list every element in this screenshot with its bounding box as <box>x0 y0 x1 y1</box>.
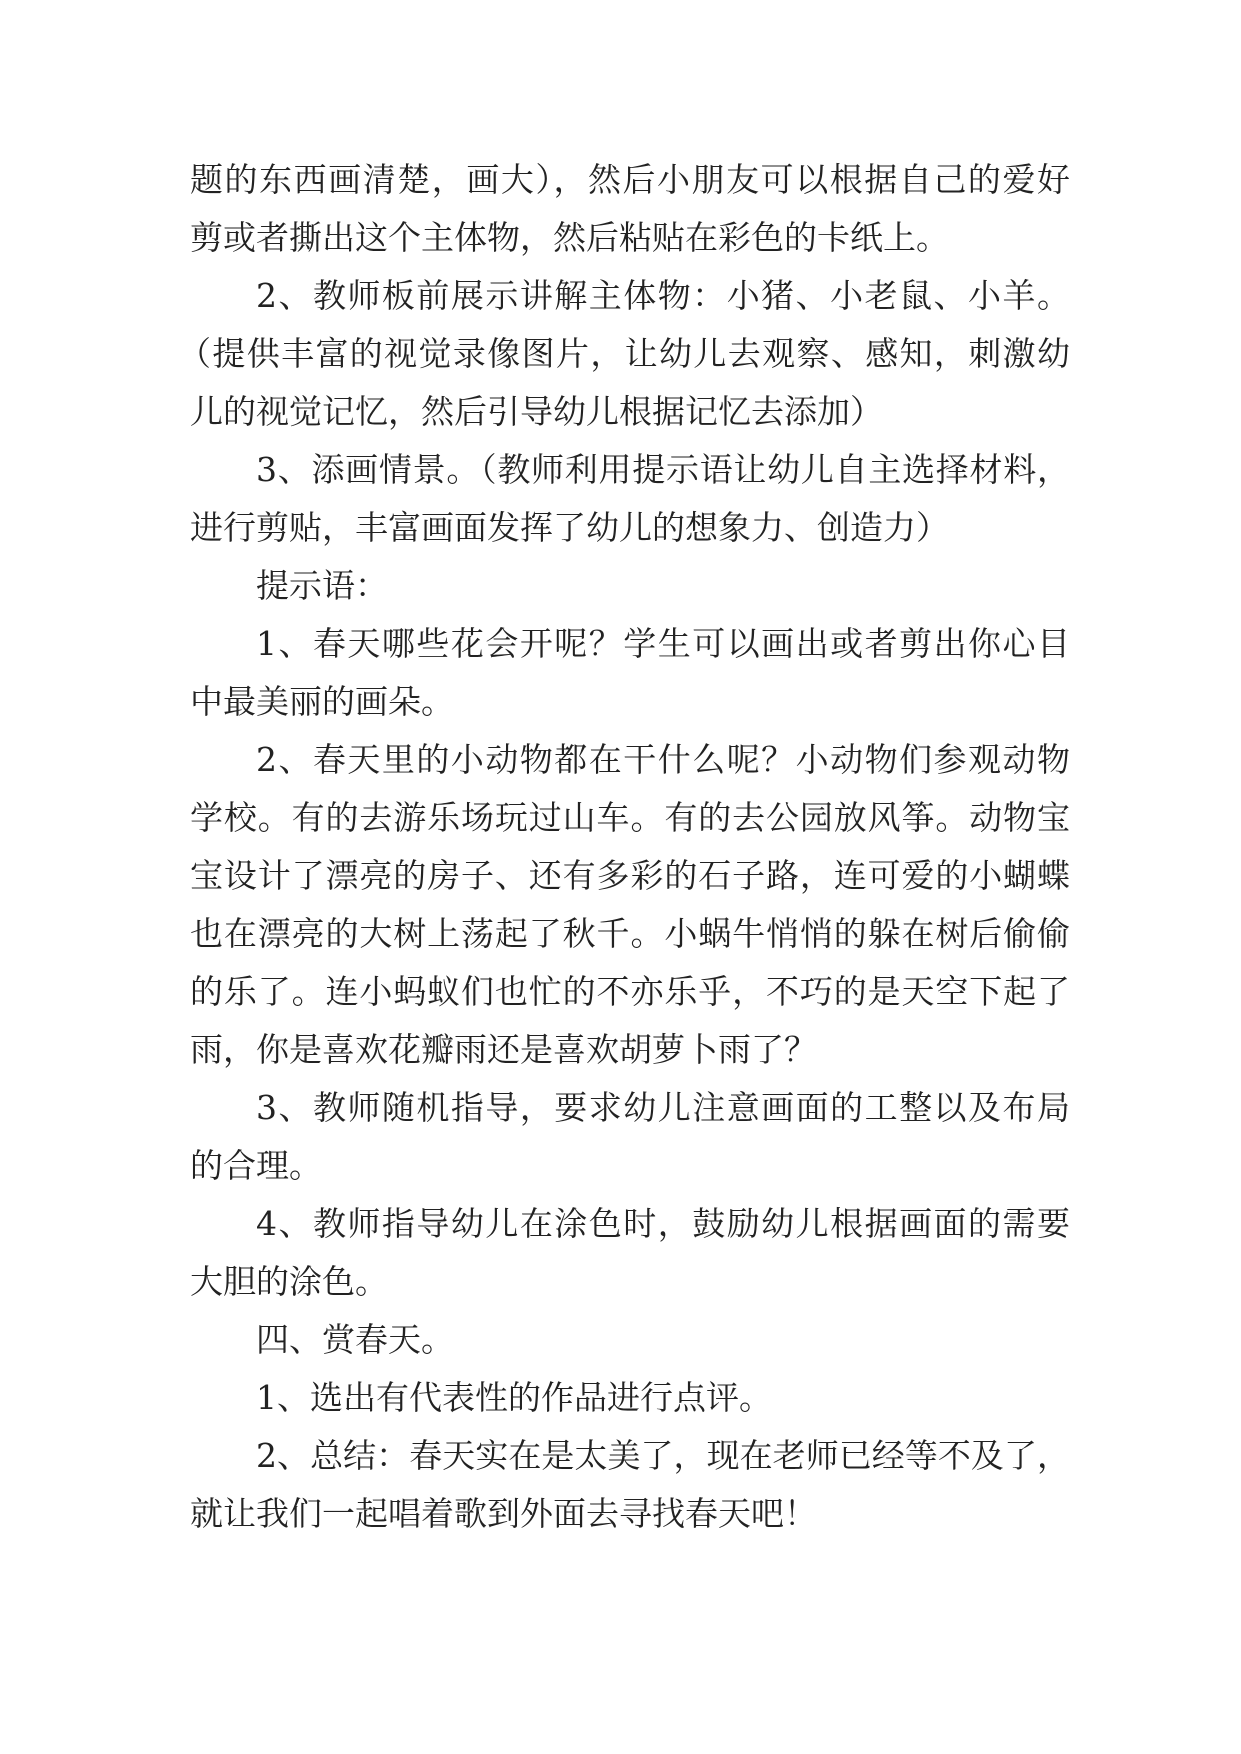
text-line-10: 中最美丽的画朵。 <box>190 682 454 721</box>
text-line-7: 进行剪贴，丰富画面发挥了幼儿的想象力、创造力） <box>190 508 949 547</box>
text-line-24: 就让我们一起唱着歌到外面去寻找春天吧！ <box>190 1494 817 1533</box>
text-line-5: 儿的视觉记忆，然后引导幼儿根据记忆去添加） <box>190 392 883 431</box>
text-line-1: 题的东西画清楚，画大），然后小朋友可以根据自己的爱好 <box>190 160 1070 199</box>
text-line-13: 宝设计了漂亮的房子、还有多彩的石子路，连可爱的小蝴蝶 <box>190 856 1070 895</box>
text-line-20: 大胆的涂色。 <box>190 1262 388 1301</box>
text-line-16: 雨，你是喜欢花瓣雨还是喜欢胡萝卜雨了？ <box>190 1030 817 1069</box>
text-line-21: 四、赏春天。 <box>256 1320 454 1359</box>
text-line-2: 剪或者撕出这个主体物，然后粘贴在彩色的卡纸上。 <box>190 218 949 257</box>
text-line-9: 1、春天哪些花会开呢？学生可以画出或者剪出你心目 <box>256 624 1070 663</box>
text-line-8: 提示语： <box>256 566 388 605</box>
text-line-22: 1、选出有代表性的作品进行点评。 <box>256 1378 772 1417</box>
text-line-6: 3、添画情景。（教师利用提示语让幼儿自主选择材料， <box>256 450 1070 489</box>
text-line-19: 4、教师指导幼儿在涂色时，鼓励幼儿根据画面的需要 <box>256 1204 1070 1243</box>
text-line-11: 2、春天里的小动物都在干什么呢？小动物们参观动物 <box>256 740 1070 779</box>
text-line-12: 学校。有的去游乐场玩过山车。有的去公园放风筝。动物宝 <box>190 798 1070 837</box>
text-line-14: 也在漂亮的大树上荡起了秋千。小蜗牛悄悄的躲在树后偷偷 <box>190 914 1070 953</box>
text-line-18: 的合理。 <box>190 1146 322 1185</box>
text-line-3: 2、教师板前展示讲解主体物：小猪、小老鼠、小羊。 <box>256 276 1070 315</box>
text-line-4: （提供丰富的视觉录像图片，让幼儿去观察、感知，刺激幼 <box>178 334 1070 373</box>
text-line-17: 3、教师随机指导，要求幼儿注意画面的工整以及布局 <box>256 1088 1070 1127</box>
text-line-23: 2、总结：春天实在是太美了，现在老师已经等不及了， <box>256 1436 1070 1475</box>
text-line-15: 的乐了。连小蚂蚁们也忙的不亦乐乎，不巧的是天空下起了 <box>190 972 1070 1011</box>
